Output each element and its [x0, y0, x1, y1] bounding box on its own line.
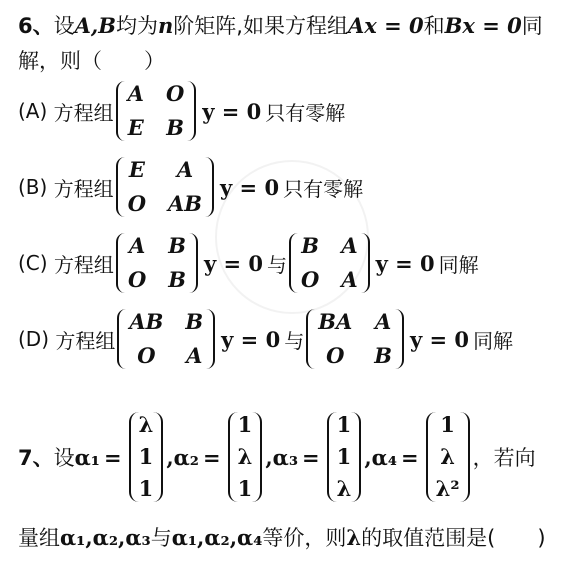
q6-text-2: 均为 [115, 14, 158, 38]
q6-number: 6、 [18, 14, 54, 38]
q7-text-l2a: 量组 [18, 526, 60, 550]
vector-name: α₁ [74, 444, 100, 470]
matrix-entry: O [127, 267, 147, 292]
q6-option-d [18, 302, 513, 376]
option-suffix: 同解 [438, 252, 479, 277]
vector-entry: 1 [138, 476, 154, 501]
matrix-entry: AB [167, 191, 203, 216]
equation-rhs-2: y = 0 [410, 326, 470, 352]
vector-name: α₄ [371, 444, 398, 470]
q6-option-c [18, 226, 479, 300]
matrix-entry: AB [129, 309, 164, 334]
q6-option-b [18, 150, 363, 224]
q7-stem-line1: 7、 设 α₁ = λ 1 1 , α₂ = 1 λ 1 , α₃ = 1 1 λ , α₄ = 1 λ λ² ，若向 [18, 412, 536, 501]
matrix-entry: E [127, 115, 144, 140]
option-label: (D) [18, 327, 50, 351]
vector-entry: λ [138, 412, 154, 437]
matrix-entry: O [165, 81, 185, 106]
column-vector [129, 412, 164, 502]
option-suffix: 只有零解 [265, 100, 346, 125]
option-connector: 与 [267, 252, 288, 277]
q6-stem-line2: 解，则（ ） [18, 49, 165, 73]
equation-rhs-2: y = 0 [375, 250, 435, 276]
block-matrix-2 [306, 309, 404, 369]
equation-rhs: y = 0 [221, 326, 281, 352]
vector-entry: λ [440, 444, 455, 469]
matrix-entry: O [127, 191, 146, 216]
vector-entry: 1 [138, 444, 154, 469]
option-label: (A) [18, 99, 48, 123]
lambda-symbol: λ [346, 525, 362, 550]
option-connector: 与 [284, 328, 305, 353]
option-text: 方程组 [55, 328, 116, 353]
option-text: 方程组 [53, 176, 114, 201]
matrix-entry: A [341, 233, 358, 258]
vector-entry: 1 [440, 412, 455, 437]
q7-text-l2b: 与 [150, 526, 172, 550]
matrix-entry: A [127, 81, 144, 106]
column-vector [327, 412, 362, 502]
q6-matrices-AB: A,B [74, 13, 116, 38]
q6-stem-line1 [18, 10, 543, 40]
matrix-entry: A [176, 157, 194, 182]
q7-text-1: 设 [53, 446, 75, 470]
vector-set-2: α₁,α₂,α₄ [171, 525, 263, 550]
matrix-entry: B [166, 115, 184, 140]
column-vector [426, 412, 470, 502]
vector-name: α₃ [272, 444, 299, 470]
option-label: (B) [18, 175, 48, 199]
vector-entry: 1 [336, 412, 352, 437]
matrix-entry: A [186, 343, 203, 368]
q7-text-2: ，若向 [472, 446, 536, 470]
matrix-entry: B [168, 267, 186, 292]
q6-option-a [18, 74, 345, 148]
vector-entry: 1 [336, 444, 352, 469]
equation-rhs: y = 0 [220, 174, 280, 200]
option-suffix: 同解 [473, 328, 514, 353]
block-matrix [117, 309, 215, 369]
matrix-entry: B [374, 343, 393, 368]
option-text: 方程组 [53, 252, 114, 277]
block-matrix-2 [289, 233, 370, 293]
q6-text-1: 设 [53, 14, 75, 38]
matrix-entry: A [128, 233, 146, 258]
q7-stem-line2 [18, 522, 546, 552]
matrix-entry: A [374, 309, 392, 334]
vector-entry: λ [336, 476, 352, 501]
option-text: 方程组 [53, 100, 114, 125]
q7-text-l2d: 的取值范围是( ) [361, 526, 546, 550]
matrix-entry: B [185, 309, 204, 334]
vector-entry: 1 [237, 476, 253, 501]
vector-set-1: α₁,α₂,α₃ [60, 525, 151, 550]
block-matrix [116, 233, 198, 293]
vector-entry: λ² [435, 476, 460, 501]
block-matrix [116, 81, 197, 141]
q6-eq-Bx: Bx = 0 [444, 13, 522, 38]
matrix-entry: E [128, 157, 145, 182]
vector-entry: 1 [237, 412, 253, 437]
block-matrix [116, 157, 214, 217]
vector-name: α₂ [173, 444, 199, 470]
matrix-entry: O [326, 343, 345, 368]
column-vector [228, 412, 263, 502]
matrix-entry: A [341, 267, 358, 292]
matrix-entry: B [168, 233, 186, 258]
q6-n: n [157, 13, 174, 38]
equation-rhs: y = 0 [202, 98, 262, 124]
option-label: (C) [18, 251, 48, 275]
matrix-entry: B [301, 233, 320, 258]
matrix-entry: O [137, 343, 156, 368]
q6-eq-Ax: Ax = 0 [347, 13, 424, 38]
q6-text-5: 同 [521, 14, 543, 38]
equation-rhs: y = 0 [203, 250, 264, 276]
q7-number: 7、 [18, 446, 54, 470]
q6-text-4: 和 [423, 14, 445, 38]
matrix-entry: O [301, 267, 320, 292]
q7-text-l2c: 等价，则 [262, 526, 347, 550]
matrix-entry: BA [318, 309, 353, 334]
option-suffix: 只有零解 [283, 176, 364, 201]
q6-text-3: 阶矩阵,如果方程组 [173, 14, 348, 38]
vector-entry: λ [237, 444, 253, 469]
